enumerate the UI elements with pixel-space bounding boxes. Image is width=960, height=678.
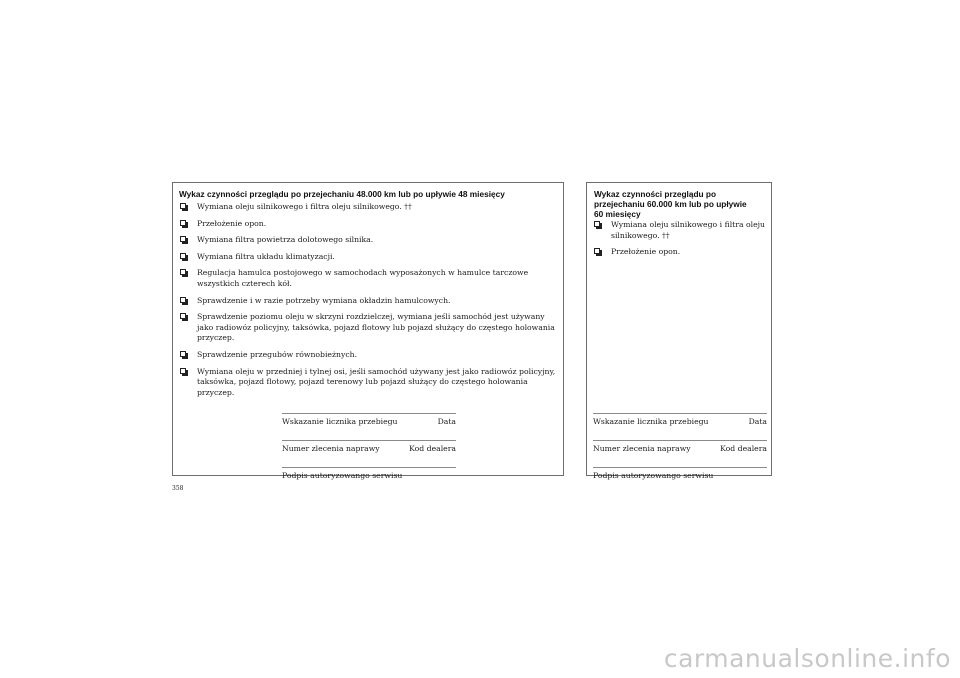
- page-number: 358: [172, 485, 184, 492]
- checklist-item: Wymiana filtra układu klimatyzacji.: [179, 252, 557, 263]
- signature-row-odometer: Wskazanie licznika przebiegu Data: [593, 413, 767, 440]
- checkbox-icon: [594, 221, 600, 227]
- checkbox-icon: [180, 203, 186, 209]
- checklist-item: Wymiana oleju silnikowego i filtra oleju silnikowego. ††: [179, 202, 557, 213]
- checkbox-icon: [180, 269, 186, 275]
- checklist-item: Sprawdzenie i w razie potrzeby wymiana okładzin hamulcowych.: [179, 296, 557, 307]
- checkbox-icon: [180, 220, 186, 226]
- checkbox-icon: [180, 297, 186, 303]
- checklist-item: Sprawdzenie przegubów równobieżnych.: [179, 350, 557, 361]
- checklist-item: Regulacja hamulca postojowego w samochodach wyposażonych w hamulce tarczowe wszystkich czterech kół.: [179, 268, 557, 289]
- signature-row-order: Numer zlecenia naprawy Kod dealera: [593, 440, 767, 467]
- checklist: [593, 220, 765, 264]
- checklist-item: Przełożenie opon.: [593, 247, 765, 258]
- maintenance-box-48000: [172, 182, 564, 480]
- checkbox-icon: [180, 236, 186, 242]
- checklist: [179, 202, 557, 404]
- checkbox-icon: [180, 313, 186, 319]
- signature-row-order: Numer zlecenia naprawy Kod dealera: [282, 440, 456, 467]
- signature-block: [593, 413, 767, 483]
- box-title: Wykaz czynności przeglądu po przejechaniu 48.000 km lub po upływie 48 miesięcy: [179, 189, 505, 199]
- signature-row-signature: Podpis autoryzowango serwisu: [593, 467, 767, 483]
- maintenance-box-60000: [586, 182, 772, 480]
- checkbox-icon: [180, 368, 186, 374]
- checkbox-icon: [594, 248, 600, 254]
- box-title: Wykaz czynności przeglądu po przejechaniu 60.000 km lub po upływie 60 miesięcy: [594, 189, 747, 219]
- checkbox-icon: [180, 351, 186, 357]
- watermark: carmanualsonline.info: [663, 644, 951, 673]
- checklist-item: Wymiana filtra powietrza dolotowego silnika.: [179, 235, 557, 246]
- signature-row-signature: Podpis autoryzowango serwisu: [282, 467, 456, 483]
- checklist-item: Przełożenie opon.: [179, 219, 557, 230]
- checklist-item: Sprawdzenie poziomu oleju w skrzyni rozdzielczej, wymiana jeśli samochód jest używany jako radiowóz policyjny, taksówka, pojazd flotowy lub pojazd służący do częstego holowania przyczep.: [179, 312, 557, 344]
- checkbox-icon: [180, 253, 186, 259]
- checklist-item: Wymiana oleju silnikowego i filtra oleju silnikowego. ††: [593, 220, 765, 241]
- signature-row-odometer: Wskazanie licznika przebiegu Data: [282, 413, 456, 440]
- signature-block: [282, 413, 456, 483]
- checklist-item: Wymiana oleju w przedniej i tylnej osi, jeśli samochód używany jest jako radiowóz policyjny, taksówka, pojazd flotowy, pojazd terenowy lub pojazd służący do częstego holowania przyczep.: [179, 367, 557, 399]
